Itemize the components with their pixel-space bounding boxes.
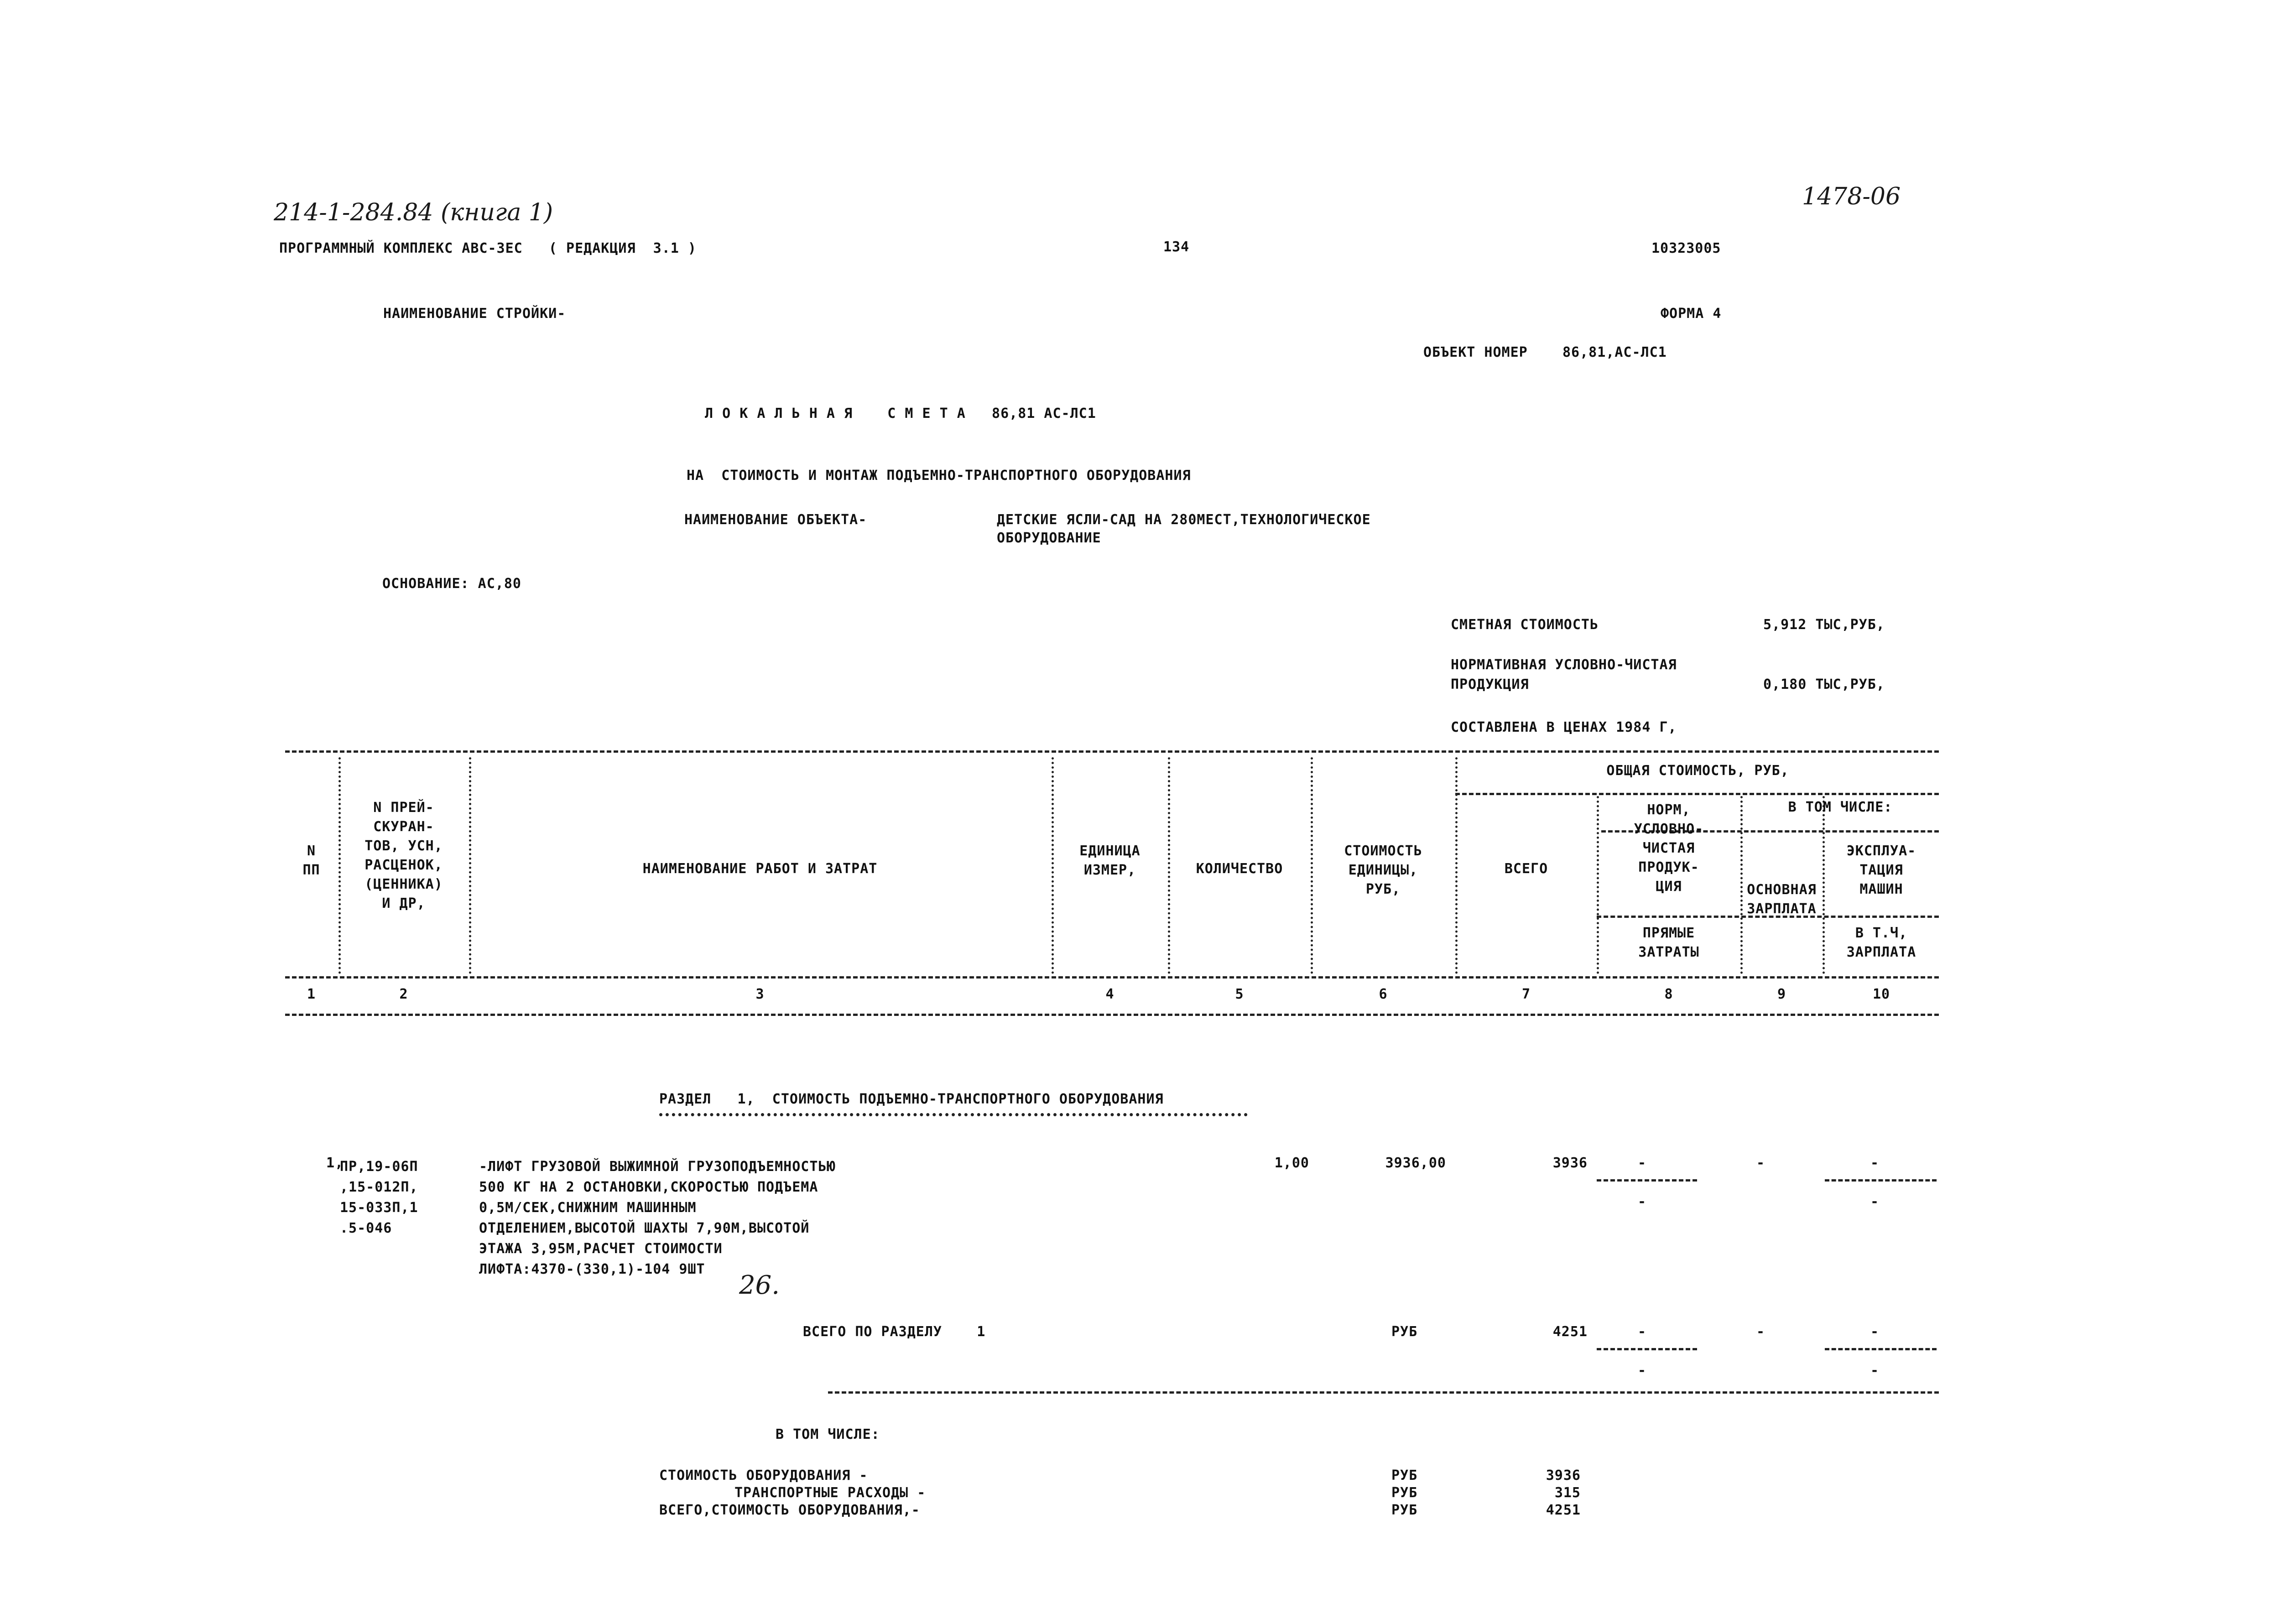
document-code: 10323005 (1651, 240, 1721, 256)
item-machine-dash: - (1870, 1155, 1880, 1171)
breakdown-equipment-name: СТОИМОСТЬ ОБОРУДОВАНИЯ - (659, 1468, 868, 1483)
column-number: 6 (1379, 986, 1388, 1002)
total-subrule (1597, 1348, 1697, 1350)
item-price-codes: ПР,19-06П ,15-012П, 15-033П,1 .5-046 (340, 1159, 418, 1236)
section-total-dash: - (1638, 1324, 1647, 1340)
breakdown-transport-name: ТРАНСПОРТНЫЕ РАСХОДЫ - (734, 1485, 926, 1501)
column-number: 10 (1872, 986, 1890, 1002)
column-number: 7 (1521, 986, 1531, 1002)
column-numbers-rule (285, 1014, 1939, 1016)
column-number: 3 (755, 986, 765, 1002)
item-norm-dash: - (1638, 1155, 1647, 1171)
table-top-rule (285, 750, 1939, 753)
item-total: 3936 (1552, 1155, 1588, 1171)
column-number: 4 (1105, 986, 1114, 1002)
item-unit-cost: 3936,00 (1385, 1155, 1446, 1171)
section-total-label: ВСЕГО ПО РАЗДЕЛУ 1 (803, 1324, 986, 1340)
header-machine-salary: В Т.Ч, ЗАРПЛАТА (1846, 925, 1916, 960)
item-salary-dash: - (1756, 1155, 1765, 1171)
software-title: ПРОГРАММНЫЙ КОМПЛЕКС АВС-ЗЕС ( РЕДАКЦИЯ 3.1 ) (279, 240, 697, 256)
document-title: Л О К А Л Ь Н А Я С М Е Т А 86,81 АС-ЛС1 (705, 406, 1096, 422)
section-total-value: 4251 (1552, 1324, 1588, 1340)
normative-label: НОРМАТИВНАЯ УСЛОВНО-ЧИСТАЯ (1451, 657, 1677, 673)
handwritten-correction: 26. (739, 1270, 780, 1300)
price-basis: СОСТАВЛЕНА В ЦЕНАХ 1984 Г, (1451, 719, 1677, 735)
header-normative-product: НОРМ, УСЛОВНО- ЧИСТАЯ ПРОДУК- ЦИЯ (1634, 802, 1704, 895)
item-subrule (1597, 1179, 1697, 1182)
header-bottom-rule (285, 976, 1939, 979)
item-description: -ЛИФТ ГРУЗОВОЙ ВЫЖИМНОЙ ГРУЗОПОДЪЕМНОСТЬЮ 500 КГ НА 2 ОСТАНОВКИ,СКОРОСТЬЮ ПОДЪЕМА 0,5М/СЕК,СНИЖНИМ МАШИННЫМ ОТДЕЛЕНИЕМ,ВЫСОТОЙ ШАХТЫ 7,90М,ВЫСОТОЙ ЭТАЖА 3,95М,РАСЧЕТ СТОИМОСТИ ЛИФТА:4370-(330,1)-104 9ШТ (479, 1159, 836, 1277)
header-total-cost-group: ОБЩАЯ СТОИМОСТЬ, РУБ, (1606, 763, 1789, 779)
section-total-rule (828, 1391, 1939, 1394)
section-total-dash: - (1638, 1363, 1647, 1379)
estimated-cost-value: 5,912 ТЫС,РУБ, (1763, 617, 1885, 633)
section-total-dash: - (1870, 1324, 1880, 1340)
header-unit: ЕДИНИЦА ИЗМЕР, (1079, 843, 1140, 878)
object-name-line-2: ОБОРУДОВАНИЕ (997, 530, 1101, 546)
header-work-name: НАИМЕНОВАНИЕ РАБОТ И ЗАТРАТ (642, 861, 878, 877)
handwritten-book-code: 214-1-284.84 (книга 1) (274, 199, 553, 226)
header-quantity: КОЛИЧЕСТВО (1196, 861, 1283, 877)
column-number: 2 (399, 986, 408, 1002)
object-name-line-1: ДЕТСКИЕ ЯСЛИ-САД НА 280МЕСТ,ТЕХНОЛОГИЧЕСКОЕ (997, 512, 1371, 528)
header-price-list: N ПРЕЙ- СКУРАН- ТОВ, УСН, РАСЦЕНОК, (ЦЕННИКА) И ДР, (365, 800, 443, 911)
header-total: ВСЕГО (1504, 861, 1548, 877)
stroyka-label: НАИМЕНОВАНИЕ СТРОЙКИ- (383, 306, 566, 322)
header-row-number: N ПП (302, 843, 320, 878)
object-number: ОБЪЕКТ НОМЕР 86,81,АС-ЛС1 (1423, 344, 1667, 360)
header-unit-cost: СТОИМОСТЬ ЕДИНИЦЫ, РУБ, (1344, 843, 1422, 897)
header-direct-costs: ПРЯМЫЕ ЗАТРАТЫ (1638, 925, 1699, 960)
breakdown-equipment-unit: РУБ (1391, 1468, 1418, 1483)
item-subrule (1825, 1179, 1937, 1182)
breakdown-equipment-value: 3936 (1546, 1468, 1581, 1483)
column-number: 9 (1777, 986, 1786, 1002)
breakdown-total-value: 4251 (1546, 1502, 1581, 1518)
breakdown-transport-value: 315 (1554, 1485, 1581, 1501)
item-machine-salary-dash: - (1870, 1194, 1880, 1210)
section-title: РАЗДЕЛ 1, СТОИМОСТЬ ПОДЪЕМНО-ТРАНСПОРТНОГО ОБОРУДОВАНИЯ (659, 1091, 1164, 1107)
form-number: ФОРМА 4 (1661, 306, 1722, 322)
normative-label-2: ПРОДУКЦИЯ (1451, 677, 1529, 692)
handwritten-archive-number: 1478-06 (1802, 183, 1901, 210)
header-machine-operation: ЭКСПЛУА- ТАЦИЯ МАШИН (1846, 843, 1916, 897)
total-subrule (1825, 1348, 1937, 1350)
object-name-label: НАИМЕНОВАНИЕ ОБЪЕКТА- (684, 512, 867, 528)
column-number: 1 (307, 986, 316, 1002)
section-total-dash: - (1870, 1363, 1880, 1379)
column-number: 5 (1235, 986, 1244, 1002)
section-total-dash: - (1756, 1324, 1765, 1340)
estimated-cost-label: СМЕТНАЯ СТОИМОСТЬ (1451, 617, 1599, 633)
estimate-subject: НА СТОИМОСТЬ И МОНТАЖ ПОДЪЕМНО-ТРАНСПОРТНОГО ОБОРУДОВАНИЯ (687, 468, 1191, 484)
section-title-underline (659, 1113, 1248, 1116)
column-number: 8 (1664, 986, 1673, 1002)
item-number: 1, (326, 1155, 344, 1171)
item-quantity: 1,00 (1274, 1155, 1309, 1171)
group-header-rule (1455, 793, 1939, 795)
breakdown-label: В ТОМ ЧИСЛЕ: (776, 1426, 880, 1442)
header-including: В ТОМ ЧИСЛЕ: (1788, 799, 1893, 815)
basis: ОСНОВАНИЕ: АС,80 (382, 576, 521, 592)
section-total-unit: РУБ (1391, 1324, 1418, 1340)
header-base-salary: ОСНОВНАЯ ЗАРПЛАТА (1747, 882, 1817, 917)
breakdown-total-name: ВСЕГО,СТОИМОСТЬ ОБОРУДОВАНИЯ,- (659, 1502, 920, 1518)
breakdown-transport-unit: РУБ (1391, 1485, 1418, 1501)
normative-value: 0,180 ТЫС,РУБ, (1763, 677, 1885, 692)
item-direct-dash: - (1638, 1194, 1647, 1210)
breakdown-total-unit: РУБ (1391, 1502, 1418, 1518)
page-number: 134 (1163, 239, 1190, 255)
